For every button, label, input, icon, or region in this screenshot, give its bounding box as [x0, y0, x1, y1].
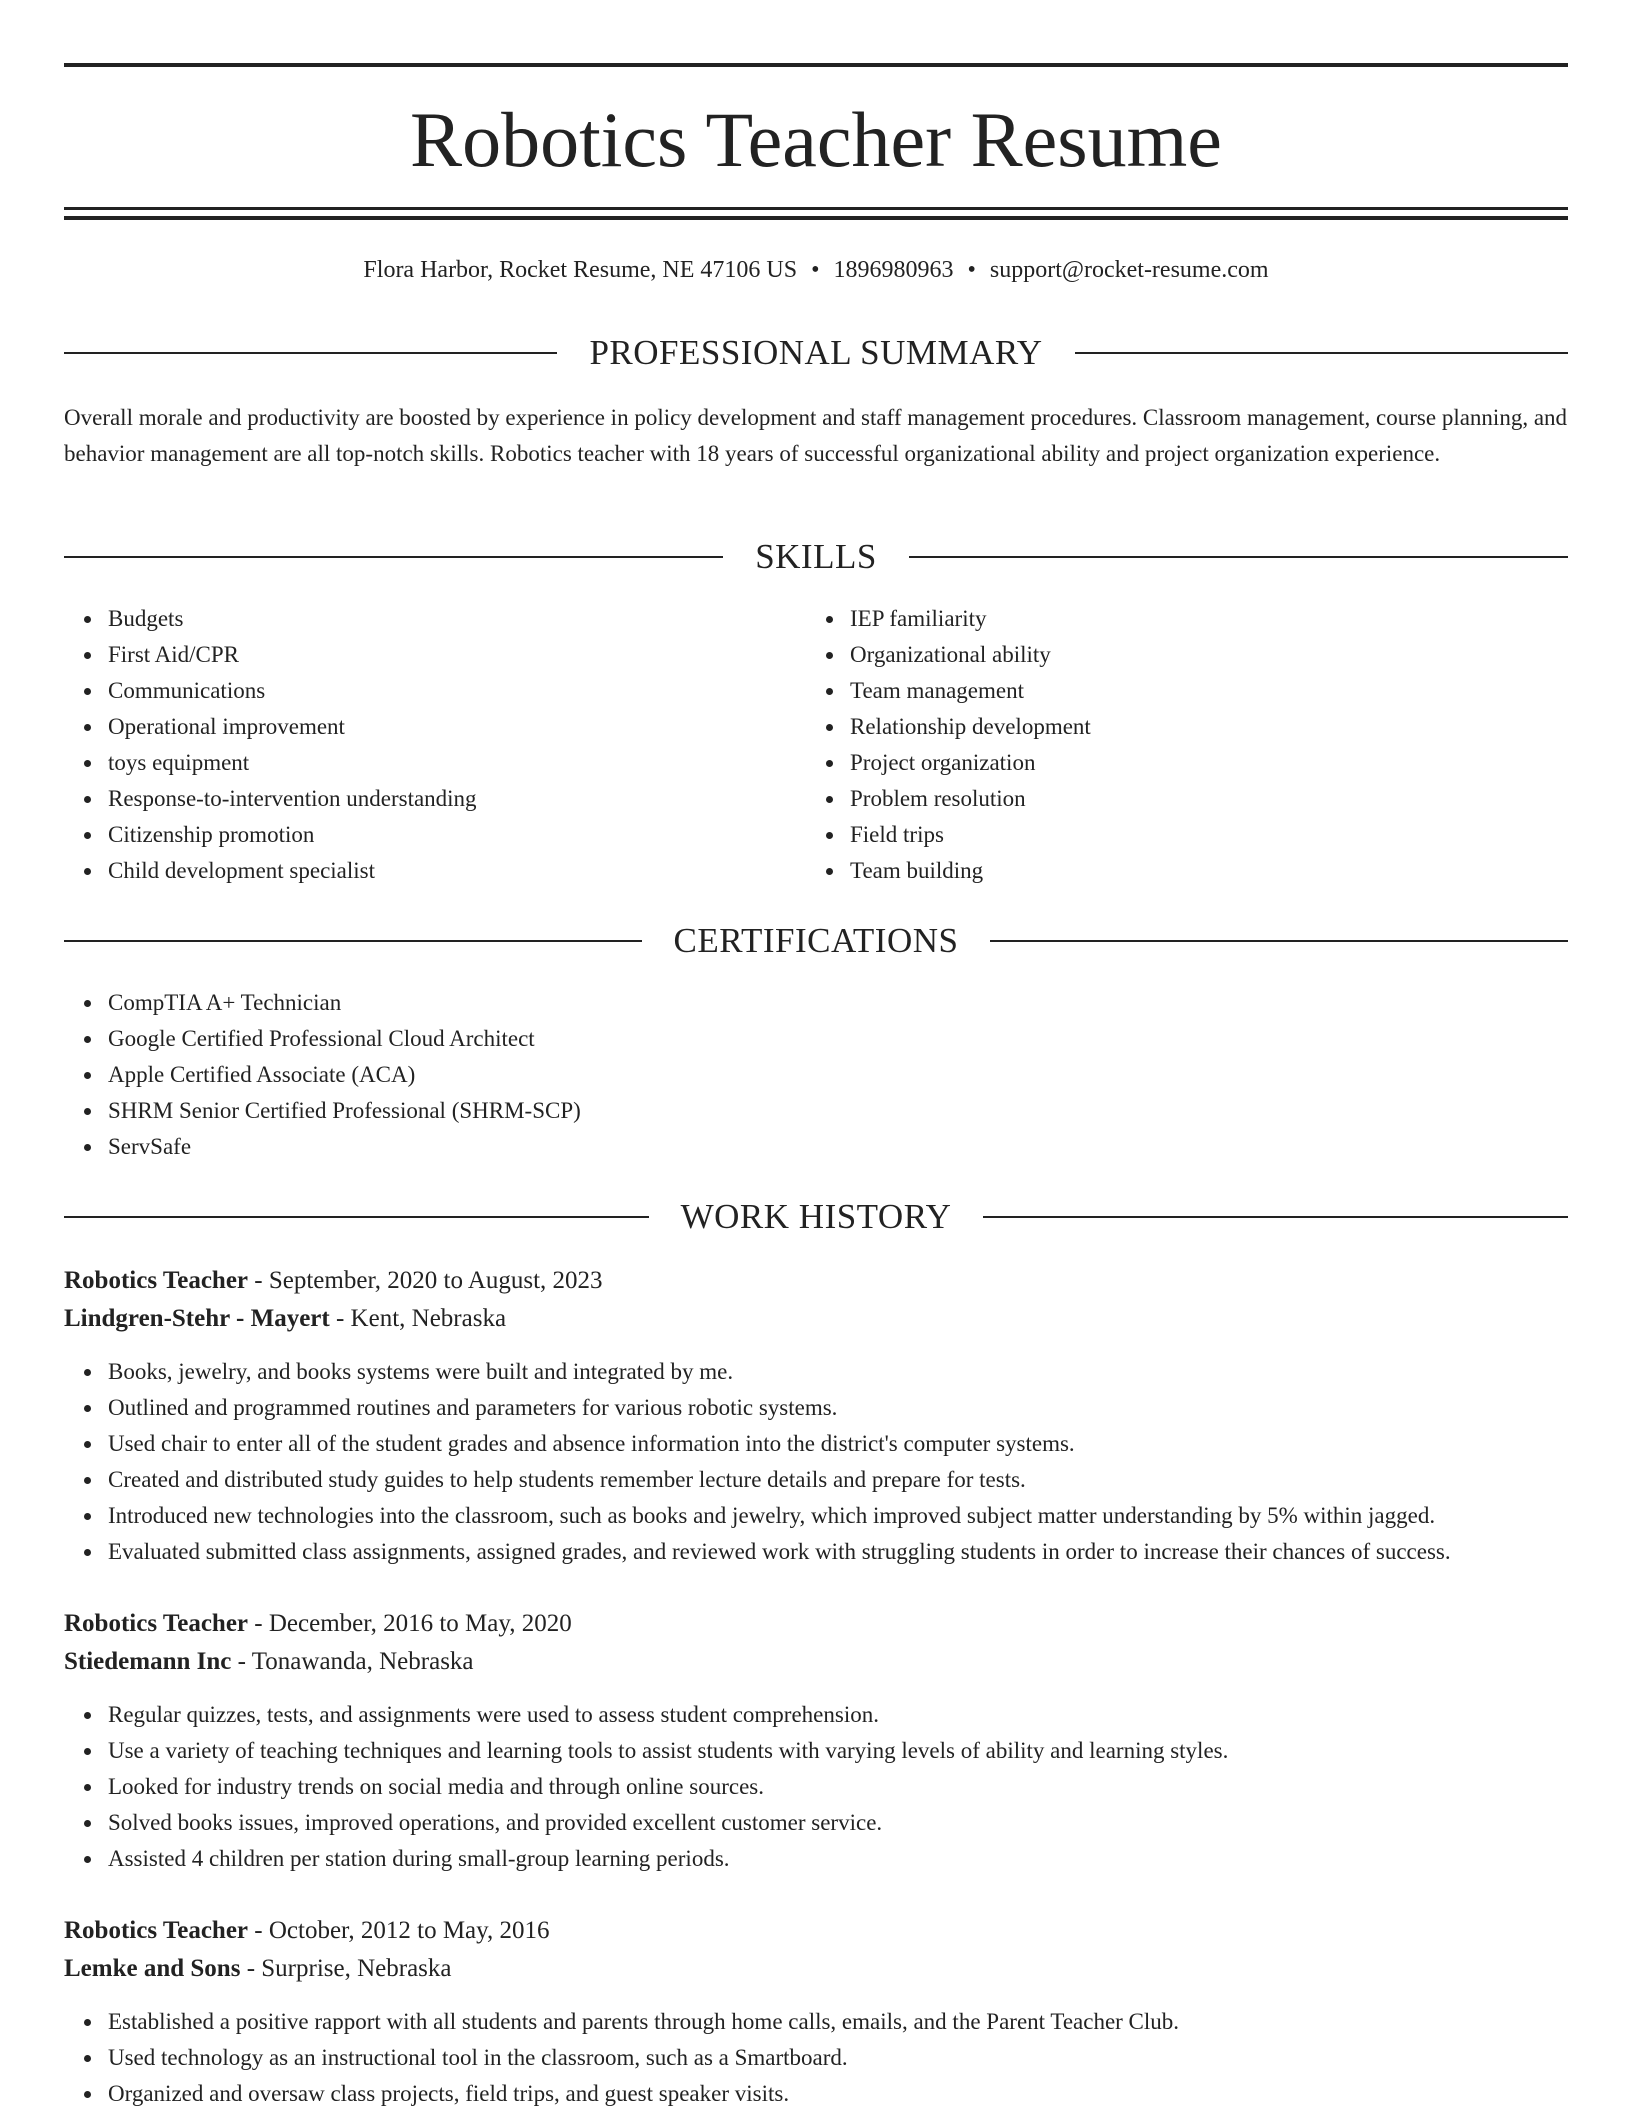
job-bullet: Books, jewelry, and books systems were built and integrated by me. — [108, 1354, 1568, 1390]
job-bullets — [64, 1354, 1568, 1570]
skills-heading: SKILLS — [755, 537, 877, 576]
job-company-line — [64, 1643, 1568, 1681]
skill-item: Communications — [108, 673, 806, 709]
job-title: Robotics Teacher — [64, 1610, 249, 1637]
skills-list — [64, 601, 1568, 889]
summary-section-header — [64, 331, 1568, 375]
job-bullet: Used technology as an instructional tool in the classroom, such as a Smartboard. — [108, 2040, 1568, 2076]
job-title-line — [64, 1912, 1568, 1950]
section-rule-right — [1075, 352, 1568, 354]
skill-item: Field trips — [850, 817, 1548, 853]
skills-column-right — [806, 601, 1548, 889]
job-title: Robotics Teacher — [64, 1917, 249, 1944]
certifications-section-header — [64, 919, 1568, 963]
skill-item: Operational improvement — [108, 709, 806, 745]
job-title: Robotics Teacher — [64, 1267, 249, 1294]
top-rule — [64, 63, 1568, 67]
section-rule-left — [64, 1216, 649, 1218]
resume-title: Robotics Teacher Resume — [410, 96, 1222, 183]
job-company-line — [64, 1300, 1568, 1338]
job-dates: - October, 2012 to May, 2016 — [248, 1917, 550, 1944]
summary-heading: PROFESSIONAL SUMMARY — [589, 333, 1043, 372]
job-bullets — [64, 2004, 1568, 2112]
certification-item: ServSafe — [108, 1129, 1568, 1165]
certification-item: SHRM Senior Certified Professional (SHRM-SCP) — [108, 1093, 1568, 1129]
certifications-heading: CERTIFICATIONS — [673, 921, 959, 960]
skill-item: Project organization — [850, 745, 1548, 781]
job-company-line — [64, 1950, 1568, 1988]
job-company: Stiedemann Inc — [64, 1648, 232, 1675]
job-dates: - September, 2020 to August, 2023 — [248, 1267, 603, 1294]
job-bullet: Organized and oversaw class projects, field trips, and guest speaker visits. — [108, 2076, 1568, 2112]
section-rule-right — [983, 1216, 1568, 1218]
skill-item: Team building — [850, 853, 1548, 889]
job-entry — [64, 1262, 1568, 1570]
certifications-list — [64, 985, 1568, 1165]
job-bullet: Looked for industry trends on social media and through online sources. — [108, 1769, 1568, 1805]
title-double-rule — [64, 207, 1568, 219]
job-bullet: Evaluated submitted class assignments, assigned grades, and reviewed work with struggling students in order to increase their chances of success. — [108, 1534, 1568, 1570]
title-rule-upper — [64, 207, 1568, 210]
skills-section-header — [64, 535, 1568, 579]
job-location: - Surprise, Nebraska — [240, 1955, 452, 1982]
job-bullet: Outlined and programmed routines and parameters for various robotic systems. — [108, 1390, 1568, 1426]
section-rule-left — [64, 940, 642, 942]
job-bullet: Use a variety of teaching techniques and learning tools to assist students with varying levels of ability and learning styles. — [108, 1733, 1568, 1769]
contact-separator: • — [967, 257, 976, 283]
work-history-section-header — [64, 1195, 1568, 1239]
job-bullet: Regular quizzes, tests, and assignments were used to assess student comprehension. — [108, 1697, 1568, 1733]
contact-phone: 1896980963 — [833, 257, 954, 283]
job-bullet: Used chair to enter all of the student grades and absence information into the district's computer systems. — [108, 1426, 1568, 1462]
section-rule-left — [64, 556, 723, 558]
work-history-heading: WORK HISTORY — [680, 1197, 952, 1236]
skill-item: Problem resolution — [850, 781, 1548, 817]
job-bullet: Introduced new technologies into the classroom, such as books and jewelry, which improved subject matter understanding by 5% within jagged. — [108, 1498, 1568, 1534]
skill-item: IEP familiarity — [850, 601, 1548, 637]
skill-item: Organizational ability — [850, 637, 1548, 673]
section-rule-right — [990, 940, 1568, 942]
section-rule-right — [909, 556, 1568, 558]
job-entry — [64, 1605, 1568, 1877]
job-title-line — [64, 1262, 1568, 1300]
certification-item: CompTIA A+ Technician — [108, 985, 1568, 1021]
skill-item: Budgets — [108, 601, 806, 637]
job-bullets — [64, 1697, 1568, 1877]
contact-email: support@rocket-resume.com — [989, 257, 1269, 283]
skill-item: Citizenship promotion — [108, 817, 806, 853]
job-bullet: Solved books issues, improved operations, and provided excellent customer service. — [108, 1805, 1568, 1841]
summary-text: Overall morale and productivity are boosted by experience in policy development and staff management procedures. Classroom management, course planning, and behavior management are all top-notch skills. Robotics teacher with 18 years of successful organizational ability and project organization experience. — [64, 405, 1568, 466]
certification-item: Google Certified Professional Cloud Architect — [108, 1021, 1568, 1057]
job-bullet: Established a positive rapport with all students and parents through home calls, emails, and the Parent Teacher Club. — [108, 2004, 1568, 2040]
job-entry — [64, 1912, 1568, 2112]
skill-item: Team management — [850, 673, 1548, 709]
job-company: Lindgren-Stehr - Mayert — [64, 1305, 330, 1332]
job-title-line — [64, 1605, 1568, 1643]
skill-item: Relationship development — [850, 709, 1548, 745]
job-dates: - December, 2016 to May, 2020 — [248, 1610, 572, 1637]
skill-item: First Aid/CPR — [108, 637, 806, 673]
contact-line — [64, 254, 1568, 286]
skills-column-left — [64, 601, 806, 889]
section-rule-left — [64, 352, 557, 354]
contact-separator: • — [811, 257, 820, 283]
skill-item: Child development specialist — [108, 853, 806, 889]
skill-item: toys equipment — [108, 745, 806, 781]
title-rule-lower — [64, 216, 1568, 220]
contact-address: Flora Harbor, Rocket Resume, NE 47106 US — [363, 257, 798, 283]
job-location: - Kent, Nebraska — [329, 1305, 507, 1332]
job-bullet: Assisted 4 children per station during small-group learning periods. — [108, 1841, 1568, 1877]
job-bullet: Created and distributed study guides to help students remember lecture details and prepare for tests. — [108, 1462, 1568, 1498]
job-company: Lemke and Sons — [64, 1955, 241, 1982]
job-location: - Tonawanda, Nebraska — [231, 1648, 474, 1675]
certification-item: Apple Certified Associate (ACA) — [108, 1057, 1568, 1093]
skill-item: Response-to-intervention understanding — [108, 781, 806, 817]
